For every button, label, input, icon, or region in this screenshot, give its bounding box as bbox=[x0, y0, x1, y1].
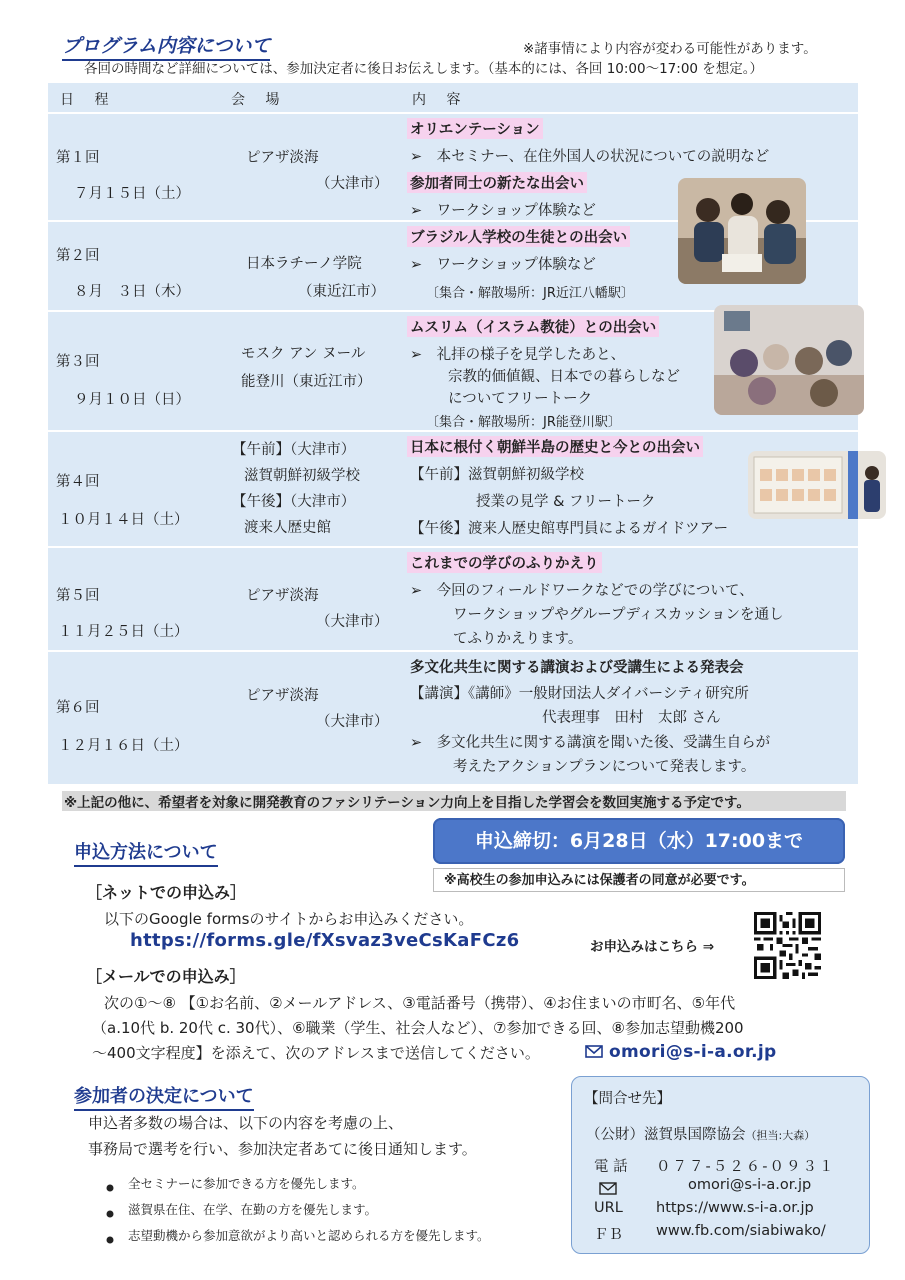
content-6-title: 多文化共生に関する講演および受講生による発表会 bbox=[410, 660, 744, 676]
contact-box bbox=[571, 1076, 870, 1254]
table-row-4 bbox=[48, 432, 858, 546]
session-2: 第２回 bbox=[56, 248, 100, 264]
selection-line-2: 事務局で選考を行い、参加決定者あてに後日通知します。 bbox=[88, 1140, 477, 1158]
venue-4c: 【午後】（大津市） bbox=[232, 494, 356, 510]
session-4: 第４回 bbox=[56, 474, 100, 490]
content-1-line2: ➢ ワークショップ体験など bbox=[410, 203, 596, 219]
content-6-line2: 代表理事 田村 太郎 さん bbox=[542, 710, 721, 726]
selection-line-1: 申込者多数の場合は、以下の内容を考慮の上、 bbox=[88, 1114, 404, 1132]
content-3-line1: ➢ 礼拝の様子を見学したあと、 bbox=[410, 347, 626, 363]
tel-label: 電 話 bbox=[594, 1159, 628, 1175]
net-title: ［ネットでの申込み］ bbox=[86, 883, 247, 902]
content-3-line3: についてフリートーク bbox=[448, 391, 593, 407]
content-3-title: ムスリム（イスラム教徒）との出会い bbox=[407, 316, 659, 337]
program-note: ※諸事情により内容が変わる可能性があります。 bbox=[523, 41, 817, 57]
venue-1a: ピアザ淡海 bbox=[246, 150, 319, 166]
venue-2a: 日本ラチーノ学院 bbox=[246, 256, 362, 272]
qr-code[interactable] bbox=[754, 912, 821, 979]
qr-label: お申込みはこちら ⇒ bbox=[590, 939, 715, 955]
fb-label: ＦＢ bbox=[594, 1227, 623, 1243]
school-photo bbox=[748, 451, 886, 519]
venue-4b: 滋賀朝鮮初級学校 bbox=[244, 468, 360, 484]
forms-link[interactable]: https://forms.gle/fXsvaz3veCsKaFCz6 bbox=[130, 930, 520, 951]
session-5: 第５回 bbox=[56, 588, 100, 604]
venue-2b: （東近江市） bbox=[298, 284, 385, 300]
venue-6b: （大津市） bbox=[316, 714, 389, 730]
content-4-line1: 【午前】滋賀朝鮮初級学校 bbox=[410, 467, 584, 483]
content-1-title: オリエンテーション bbox=[407, 118, 543, 139]
workshop-photo bbox=[678, 178, 806, 284]
content-1-title2: 参加者同士の新たな出会い bbox=[407, 172, 587, 193]
venue-4a: 【午前】（大津市） bbox=[232, 442, 356, 458]
content-4-title: 日本に根付く朝鮮半島の歴史と今との出会い bbox=[407, 436, 703, 457]
col-content: 内 容 bbox=[412, 92, 469, 108]
program-footnote: ※上記の他に、希望者を対象に開発教育のファシリテーション力向上を目指した学習会を数回実施する予定です。 bbox=[62, 791, 846, 811]
content-5-title: これまでの学びのふりかえり bbox=[407, 552, 602, 573]
table-row-5 bbox=[48, 548, 858, 650]
content-5-line2: ワークショップやグループディスカッションを通し bbox=[453, 607, 784, 623]
schedule-table bbox=[48, 83, 858, 775]
contact-fb[interactable]: www.fb.com/siabiwako/ bbox=[656, 1223, 826, 1239]
date-1: ７月１５日（土） bbox=[74, 186, 190, 202]
col-venue: 会 場 bbox=[231, 92, 288, 108]
mosque-photo bbox=[714, 305, 864, 415]
mail-address-line bbox=[585, 1042, 776, 1062]
venue-5a: ピアザ淡海 bbox=[246, 588, 319, 604]
content-5-line3: てふりかえります。 bbox=[453, 631, 583, 647]
envelope-icon bbox=[599, 1180, 617, 1199]
date-2: ８月 ３日（木） bbox=[74, 284, 190, 300]
content-1-line1: ➢ 本セミナー、在住外国人の状況についての説明など bbox=[410, 149, 770, 165]
content-2-title: ブラジル人学校の生徒との出会い bbox=[407, 226, 630, 247]
net-text: 以下のGoogle formsのサイトからお申込みください。 bbox=[104, 910, 474, 928]
selection-bullet-1: 全セミナーに参加できる方を優先します。 bbox=[128, 1176, 365, 1191]
contact-org: （公財）滋賀県国際協会 bbox=[586, 1127, 746, 1143]
venue-3a: モスク アン ヌール bbox=[241, 346, 366, 362]
content-2-line1: ➢ ワークショップ体験など bbox=[410, 257, 596, 273]
mail-title: ［メールでの申込み］ bbox=[86, 967, 246, 986]
session-6: 第６回 bbox=[56, 700, 100, 716]
content-6-line1: 【講演】《講師》一般財団法人ダイバーシティ研究所 bbox=[410, 686, 749, 702]
contact-title: 【問合せ先】 bbox=[584, 1091, 671, 1107]
bullet-icon bbox=[106, 1203, 114, 1222]
mail-address[interactable]: omori@s-i-a.or.jp bbox=[609, 1042, 777, 1062]
table-row-6 bbox=[48, 652, 858, 784]
mail-line-3: ～400文字程度】を添えて、次のアドレスまで送信してください。 bbox=[92, 1044, 540, 1062]
content-4-line2: 授業の見学 & フリートーク bbox=[476, 494, 656, 510]
venue-5b: （大津市） bbox=[316, 614, 389, 630]
date-5: １１月２５日（土） bbox=[58, 624, 189, 640]
envelope-icon bbox=[585, 1043, 603, 1062]
contact-person: （担当:大森） bbox=[745, 1129, 816, 1142]
selection-bullet-3: 志望動機から参加意欲がより高いと認められる方を優先します。 bbox=[128, 1228, 490, 1243]
date-3: ９月１０日（日） bbox=[74, 392, 190, 408]
url-label: URL bbox=[594, 1200, 623, 1216]
apply-heading: 申込方法について bbox=[74, 838, 218, 867]
deadline-banner: 申込締切：6月28日（水）17:00まで bbox=[433, 818, 845, 864]
venue-4d: 渡来人歴史館 bbox=[244, 520, 331, 536]
content-6-line3: ➢ 多文化共生に関する講演を聞いた後、受講生自らが bbox=[410, 735, 771, 751]
contact-mail[interactable]: omori@s-i-a.or.jp bbox=[688, 1177, 812, 1193]
table-header bbox=[48, 83, 858, 112]
deadline-note: ※高校生の参加申込みには保護者の同意が必要です。 bbox=[433, 868, 845, 892]
content-3-meeting: 〔集合・解散場所：JR能登川駅〕 bbox=[426, 415, 621, 430]
selection-heading: 参加者の決定について bbox=[74, 1082, 254, 1111]
venue-6a: ピアザ淡海 bbox=[246, 688, 319, 704]
content-6-line4: 考えたアクションプランについて発表します。 bbox=[453, 759, 756, 775]
date-4: １０月１４日（土） bbox=[58, 512, 189, 528]
col-schedule: 日 程 bbox=[60, 92, 117, 108]
mail-line-1: 次の①～⑧ 【①お名前、②メールアドレス、③電話番号（携帯）、④お住まいの市町名、⑤年代 bbox=[104, 994, 736, 1012]
selection-bullet-2: 滋賀県在住、在学、在勤の方を優先します。 bbox=[128, 1202, 378, 1217]
session-1: 第１回 bbox=[56, 150, 100, 166]
content-2-meeting: 〔集合・解散場所：JR近江八幡駅〕 bbox=[426, 286, 634, 301]
session-3: 第３回 bbox=[56, 354, 100, 370]
contact-org-line bbox=[586, 1123, 815, 1144]
bullet-icon bbox=[106, 1177, 114, 1196]
content-5-line1: ➢ 今回のフィールドワークなどでの学びについて、 bbox=[410, 583, 754, 599]
bullet-icon bbox=[106, 1229, 114, 1248]
mail-line-2: （a.10代 b. 20代 c. 30代）、⑥職業（学生、社会人など）、⑦参加できる回、⑧参加志望動機200 bbox=[92, 1019, 744, 1037]
content-4-line3: 【午後】渡来人歴史館専門員によるガイドツアー bbox=[410, 521, 729, 537]
program-heading: プログラム内容について bbox=[62, 31, 270, 61]
contact-tel: ０７７-５２６-０９３１ bbox=[656, 1159, 836, 1175]
program-intro: 各回の時間など詳細については、参加決定者に後日お伝えします。（基本的には、各回 10:00～17:00 を想定。） bbox=[84, 61, 764, 77]
contact-url[interactable]: https://www.s-i-a.or.jp bbox=[656, 1200, 814, 1216]
date-6: １２月１６日（土） bbox=[58, 738, 189, 754]
venue-1b: （大津市） bbox=[316, 176, 389, 192]
venue-3b: 能登川（東近江市） bbox=[241, 374, 372, 390]
content-3-line2: 宗教的価値観、日本での暮らしなど bbox=[448, 369, 680, 385]
